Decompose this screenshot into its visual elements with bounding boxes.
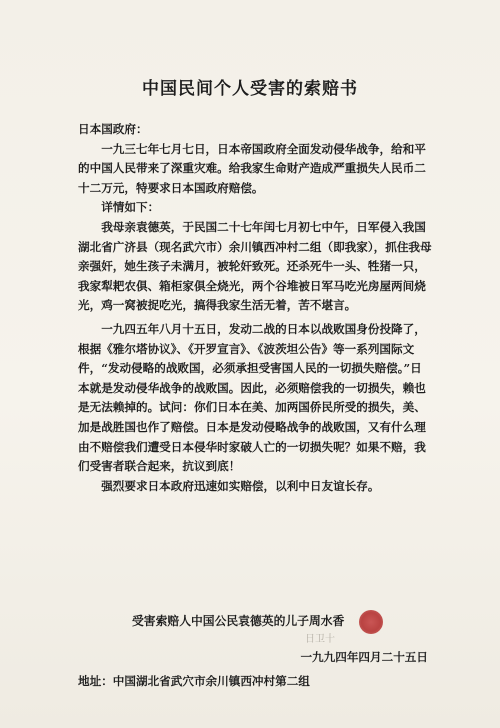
- signature-date: 一九九四年四月二十五日: [300, 650, 428, 664]
- paragraph-demand: 强烈要求日本政府迅速如实赔偿，以利中日友谊长存。: [101, 478, 380, 493]
- signer-line: 受害索赔人中国公民袁德英的儿子周水香: [132, 614, 345, 628]
- document-title: 中国民间个人受害的索赔书: [142, 79, 358, 99]
- salutation: 日本国政府：: [78, 122, 148, 136]
- red-seal-stamp: [359, 610, 383, 634]
- paragraph-intro: 一九三七年七月七日，日本帝国政府全面发动侵华战争，给和平的中国人民带来了深重灾难。给我家生命财产造成严重损失人民币二十二万元，特要求日本国政府赔偿。: [78, 141, 426, 195]
- document-body: [78, 120, 433, 496]
- address-line: 地址：中国湖北省武穴市余川镇西冲村第二组: [78, 674, 310, 688]
- paragraph-details-heading: 详情如下：: [101, 200, 160, 215]
- faint-handwriting: 日卫十: [305, 634, 335, 645]
- paragraph-mother-account: 我母亲袁德英，于民国二十七年闰七月初七中午，日军侵入我国湖北省广济县（现名武穴市）余川镇西冲村二组（即我家），抓住我母亲强奸，她生孩子未满月，被轮奸致死。还杀死牛一头、牲猪一只，我家犁耙农俱、箱柜家俱全烧光，两个谷堆被日军马吃光房屋两间烧光，鸡一窝被捉吃光，搞得我家生活无着，苦不堪言。: [78, 219, 432, 313]
- paragraph-legal-basis: 一九四五年八月十五日，发动二战的日本以战败国身份投降了，根据《雅尔塔协议》、《开罗宣言》、《波茨坦公告》等一系列国际文件，“发动侵略的战败国，必须承担受害国人民的一切损失赔偿。”日本就是发动侵华战争的战败国。因此，必须赔偿我的一切损失，赖也是无法赖掉的。试问：你们日本在美、加两国侨民所受的损失，美、加是战胜国也作了赔偿。日本是发动侵略战争的战败国，又有什么理由不赔偿我们遭受日本侵华时家破人亡的一切损失呢？如果不赔，我们受害者联合起来，抗议到底！: [78, 321, 426, 474]
